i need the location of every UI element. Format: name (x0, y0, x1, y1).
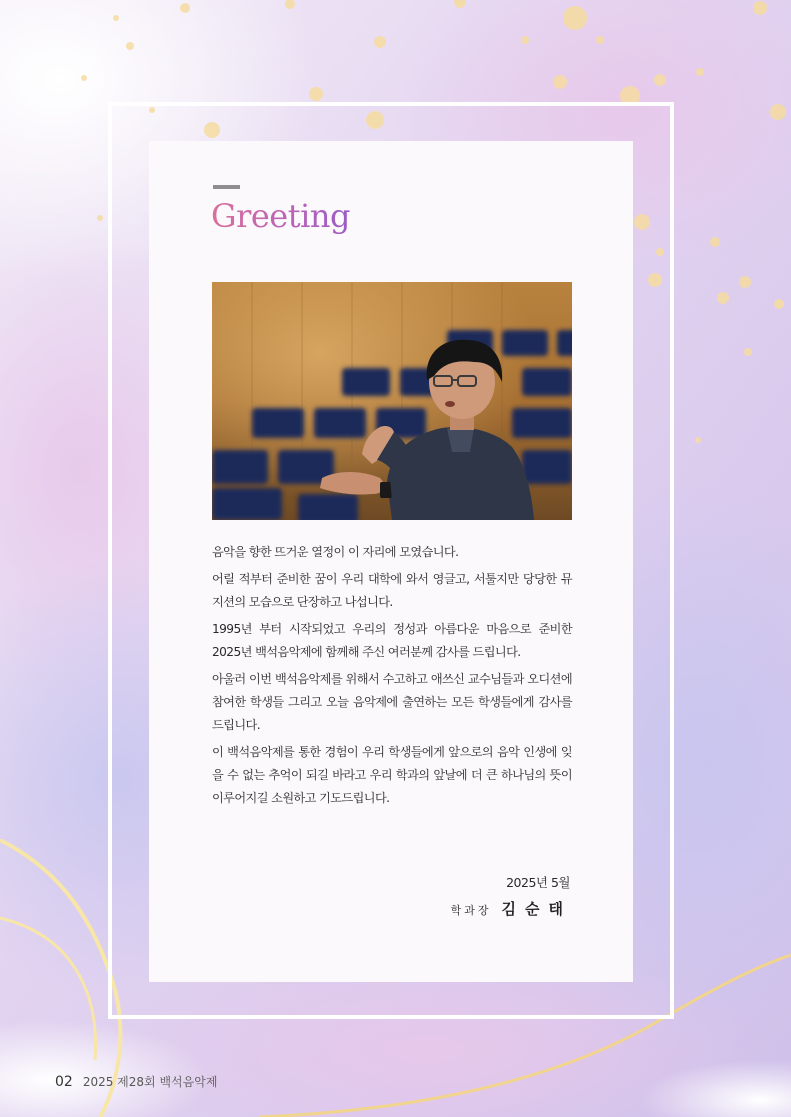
conductor-photo (212, 282, 572, 520)
paragraph: 1995년 부터 시작되었고 우리의 정성과 아름다운 마음으로 준비한 2025년 백석음악제에 함께해 주신 여러분께 감사를 드립니다. (212, 622, 572, 659)
page-footer (55, 1073, 217, 1090)
letter-date: 2025년 5월 (506, 875, 570, 890)
paragraph: 이 백석음악제를 통한 경험이 우리 학생들에게 앞으로의 음악 인생에 잊을 수 없는 추억이 되길 바라고 우리 학과의 앞날에 더 큰 하나님의 뜻이 이루어지길 소원하고 기도드립니다. (212, 745, 572, 805)
paragraph: 음악을 향한 뜨거운 열정이 이 자리에 모였습니다. (212, 545, 459, 559)
page-number: 02 (55, 1074, 73, 1090)
title-dash (213, 185, 240, 189)
page-title: Greeting (211, 197, 350, 235)
signer-name: 김순태 (501, 900, 572, 918)
publication-name: 2025 제28회 백석음악제 (82, 1075, 218, 1089)
greeting-body (212, 541, 572, 814)
signature-block (212, 898, 572, 919)
signer-title: 학과장 (450, 904, 492, 917)
paragraph: 아울러 이번 백석음악제를 위해서 수고하고 애쓰신 교수님들과 오디션에 참여한 학생들 그리고 오늘 음악제에 출연하는 모든 학생들에게 감사를 드립니다. (212, 672, 572, 732)
paragraph: 어릴 적부터 준비한 꿈이 우리 대학에 와서 영글고, 서툴지만 당당한 뮤지션의 모습으로 단장하고 나섭니다. (212, 572, 572, 609)
greeting-card (149, 141, 633, 982)
